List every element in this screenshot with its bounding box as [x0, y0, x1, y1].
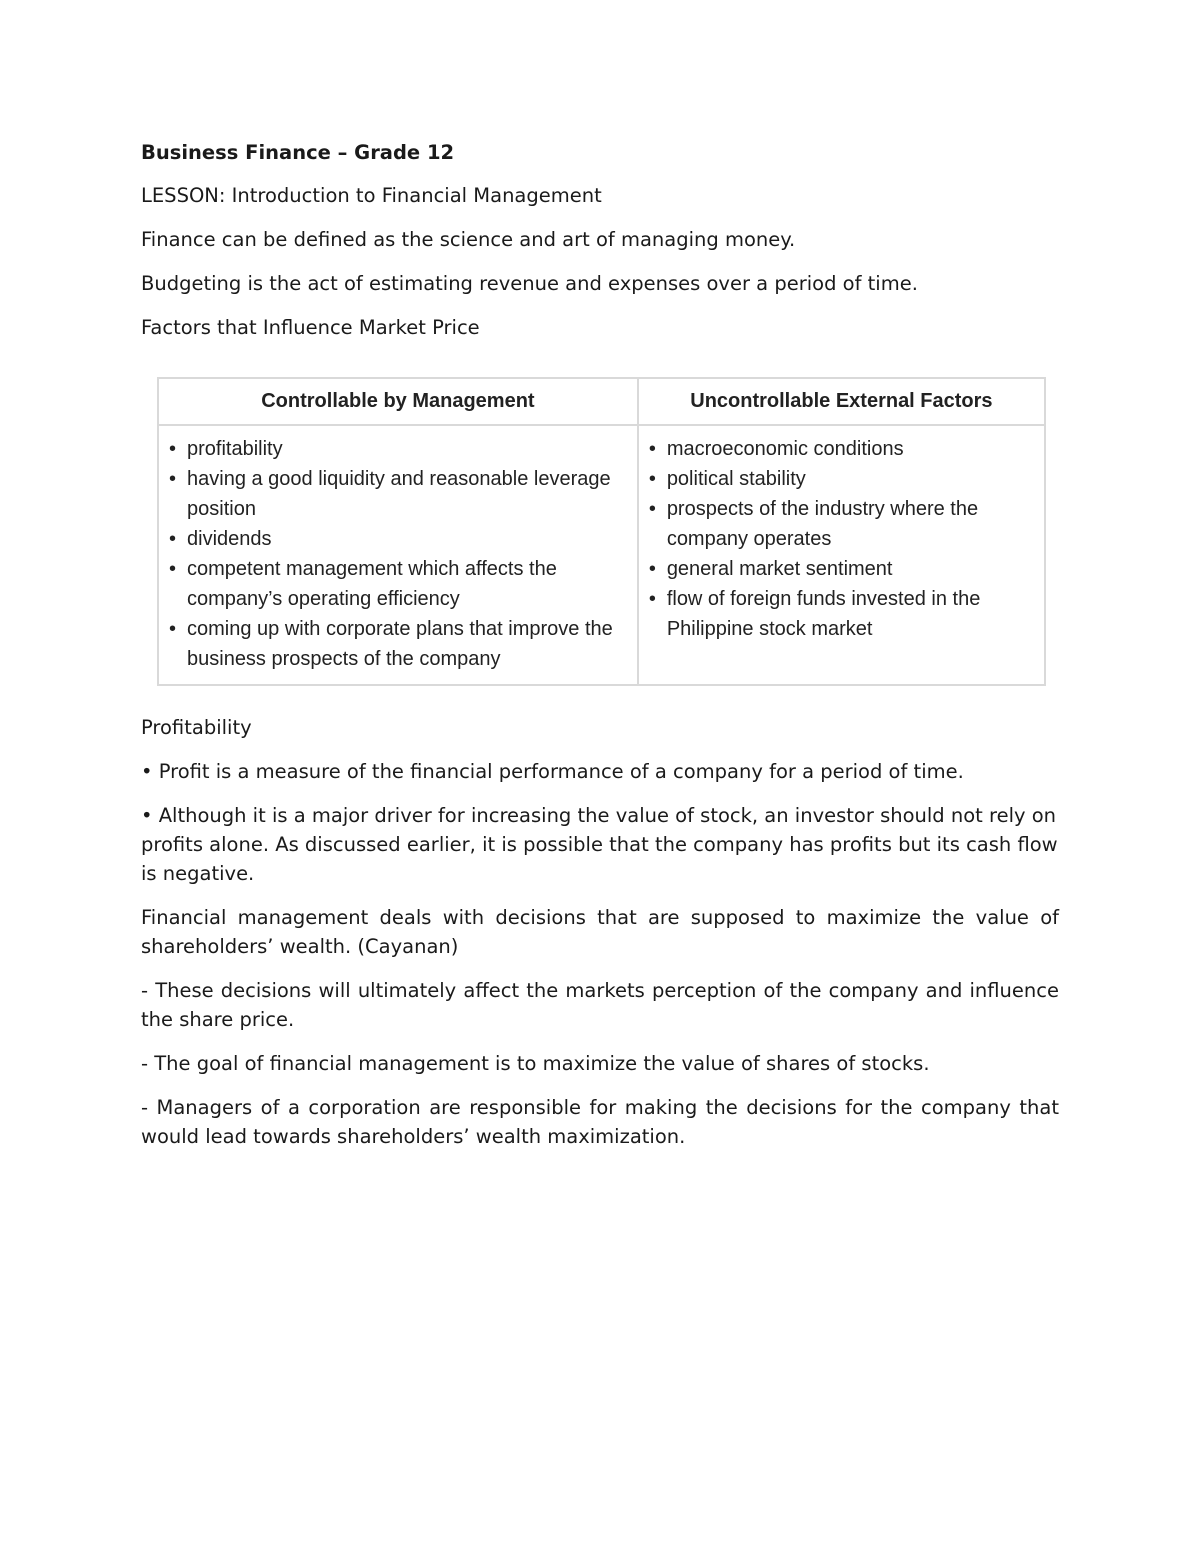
list-item [647, 494, 1034, 554]
list-item [647, 554, 1034, 584]
list-item-text: dividends [187, 528, 272, 550]
list-item-text: flow of foreign funds invested in the Philippine stock market [666, 588, 981, 640]
document-header [141, 138, 1059, 357]
bullet-icon: • [648, 438, 656, 460]
market-price-factors-table [157, 377, 1046, 686]
document-title: Business Finance – Grade 12 [141, 141, 455, 164]
list-item-text: prospects of the industry where the company operates [666, 498, 979, 550]
bullet-icon: • [169, 528, 177, 550]
lesson-line: LESSON: Introduction to Financial Management [141, 184, 602, 207]
list-item [167, 464, 627, 524]
list-item-text: general market sentiment [666, 558, 893, 580]
list-item-text: political stability [666, 468, 806, 490]
uncontrollable-cell [638, 425, 1045, 685]
paragraph: Financial management deals with decisions that are supposed to maximize the value of shareholders’ wealth. (Cayanan) [141, 906, 1059, 958]
bullet-icon: • [648, 498, 656, 520]
list-item-text: competent management which affects the company’s operating efficiency [187, 558, 557, 610]
bullet-icon: • [648, 558, 656, 580]
finance-definition: Finance can be defined as the science and art of managing money. [141, 228, 796, 251]
list-item [167, 554, 627, 614]
list-item [647, 434, 1034, 464]
list-item-text: profitability [187, 438, 283, 460]
list-item [167, 524, 627, 554]
list-item [647, 464, 1034, 494]
controllable-cell [158, 425, 638, 685]
table-row [158, 425, 1045, 685]
bullet-icon: • [169, 618, 177, 640]
bullet-icon: • [169, 438, 177, 460]
paragraph: - These decisions will ultimately affect the markets perception of the company and influence the share price. [141, 979, 1059, 1031]
uncontrollable-list [647, 434, 1034, 644]
list-item-text: macroeconomic conditions [666, 438, 904, 460]
controllable-list [167, 434, 627, 674]
uncontrollable-header: Uncontrollable External Factors [638, 378, 1045, 425]
factors-heading: Factors that Influence Market Price [141, 316, 480, 339]
bullet-icon: • [169, 468, 177, 490]
list-item [167, 434, 627, 464]
profitability-heading: Profitability [141, 716, 252, 739]
table-header-row [158, 378, 1045, 425]
bullet-icon: • [648, 468, 656, 490]
bullet-icon: • [169, 558, 177, 580]
paragraph: • Profit is a measure of the financial performance of a company for a period of time. [141, 760, 964, 783]
list-item [647, 584, 1034, 644]
bullet-icon: • [648, 588, 656, 610]
controllable-header: Controllable by Management [158, 378, 638, 425]
paragraph: - The goal of financial management is to maximize the value of shares of stocks. [141, 1052, 930, 1075]
document-body [141, 713, 1059, 1166]
list-item-text: coming up with corporate plans that improve the business prospects of the company [187, 618, 613, 670]
paragraph: - Managers of a corporation are responsible for making the decisions for the company that would lead towards shareholders’ wealth maximization. [141, 1096, 1059, 1148]
list-item [167, 614, 627, 674]
list-item-text: having a good liquidity and reasonable leverage position [187, 468, 611, 520]
budgeting-definition: Budgeting is the act of estimating revenue and expenses over a period of time. [141, 272, 918, 295]
paragraph: • Although it is a major driver for increasing the value of stock, an investor should not rely on profits alone. As discussed earlier, it is possible that the company has profits but its cash flow is negative. [141, 804, 1058, 885]
